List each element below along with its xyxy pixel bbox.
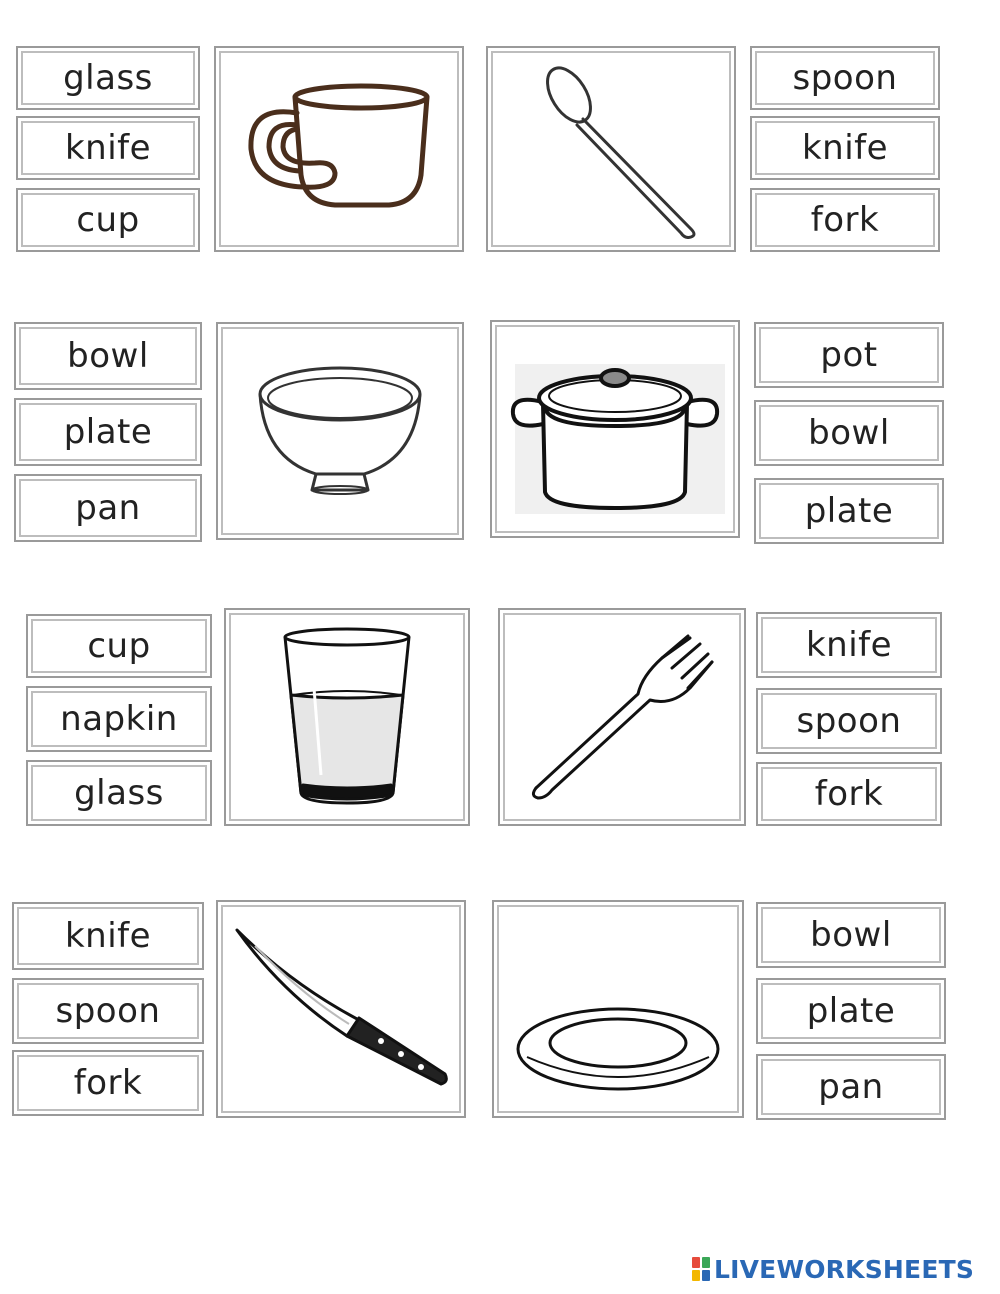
option-r2-left-3[interactable]: pan [14,474,202,542]
option-r3-left-1[interactable]: cup [26,614,212,678]
picture-fork [498,608,746,826]
logo-text: LIVEWORKSHEETS [714,1254,975,1284]
option-r2-left-1[interactable]: bowl [14,322,202,390]
option-r1-left-3[interactable]: cup [16,188,200,252]
pot-icon [505,344,725,514]
option-r1-right-2[interactable]: knife [750,116,940,180]
picture-plate [492,900,744,1118]
knife-icon [231,924,451,1094]
option-r2-right-2[interactable]: bowl [754,400,944,466]
picture-cup [214,46,464,252]
fork-icon [522,632,722,802]
option-r3-right-2[interactable]: spoon [756,688,942,754]
option-r4-right-2[interactable]: plate [756,978,946,1044]
option-r4-right-1[interactable]: bowl [756,902,946,968]
liveworksheets-logo[interactable] [692,1254,988,1284]
picture-bowl [216,322,464,540]
option-r1-right-3[interactable]: fork [750,188,940,252]
option-r4-right-3[interactable]: pan [756,1054,946,1120]
picture-pot [490,320,740,538]
option-r3-left-2[interactable]: napkin [26,686,212,752]
option-r2-left-2[interactable]: plate [14,398,202,466]
option-r4-left-1[interactable]: knife [12,902,204,970]
option-r3-left-3[interactable]: glass [26,760,212,826]
option-r3-right-3[interactable]: fork [756,762,942,826]
picture-glass [224,608,470,826]
option-r4-left-2[interactable]: spoon [12,978,204,1044]
option-r1-left-1[interactable]: glass [16,46,200,110]
picture-spoon [486,46,736,252]
option-r2-right-1[interactable]: pot [754,322,944,388]
option-r1-right-1[interactable]: spoon [750,46,940,110]
spoon-icon [511,59,711,239]
cup-icon [239,79,439,219]
picture-knife [216,900,466,1118]
option-r1-left-2[interactable]: knife [16,116,200,180]
option-r3-right-1[interactable]: knife [756,612,942,678]
glass-icon [277,625,417,809]
option-r4-left-3[interactable]: fork [12,1050,204,1116]
bowl-icon [250,356,430,506]
logo-mark-icon [692,1257,710,1281]
option-r2-right-3[interactable]: plate [754,478,944,544]
plate-icon [513,999,723,1099]
